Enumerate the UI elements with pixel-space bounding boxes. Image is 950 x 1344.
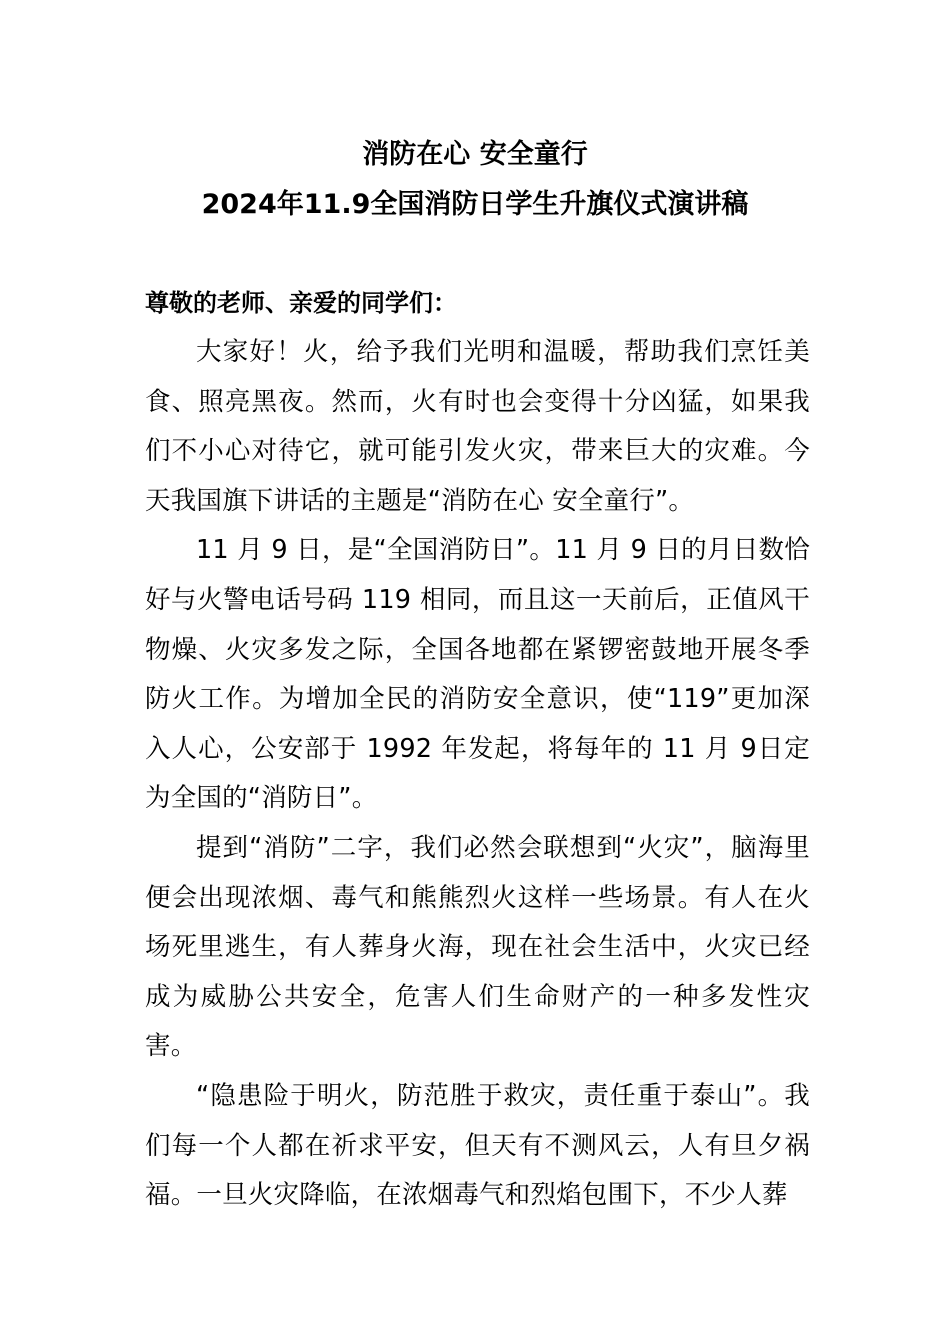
document-title: 消防在心 安全童行: [362, 139, 588, 170]
paragraph-intro: 大家好！火，给予我们光明和温暖，帮助我们烹饪美食、照亮黑夜。然而，火有时也会变得十分凶猛，如果我们不小心对待它，就可能引发火灾，带来巨大的灾难。今天我国旗下讲话的主题是“消防在心 安全童行”。: [145, 337, 810, 516]
title-block: [0, 130, 950, 230]
paragraph-fire-day: 11 月 9 日，是“全国消防日”。11 月 9 日的月日数恰好与火警电话号码 119 相同，而且这一天前后，正值风干物燥、火灾多发之际，全国各地都在紧锣密鼓地开展冬季防火工作。为增加全民的消防安全意识，使“119”更加深入人心，公安部于 1992 年发起，将每年的 11 月 9日定为全国的“消防日”。: [145, 535, 810, 814]
salutation: 尊敬的老师、亲爱的同学们：: [145, 289, 457, 317]
document-body: [145, 278, 810, 1221]
paragraph-prevention: “隐患险于明火，防范胜于救灾，责任重于泰山”。我们每一个人都在祈求平安，但天有不测风云，人有旦夕祸福。一旦火灾降临，在浓烟毒气和烈焰包围下，不少人葬: [145, 1080, 810, 1211]
document-subtitle: 2024年11.9全国消防日学生升旗仪式演讲稿: [201, 189, 749, 220]
paragraph-fire-hazard: 提到“消防”二字，我们必然会联想到“火灾”，脑海里便会出现浓烟、毒气和熊熊烈火这样一些场景。有人在火场死里逃生，有人葬身火海，现在社会生活中，火灾已经成为威胁公共安全，危害人们生命财产的一种多发性灾害。: [145, 832, 810, 1062]
